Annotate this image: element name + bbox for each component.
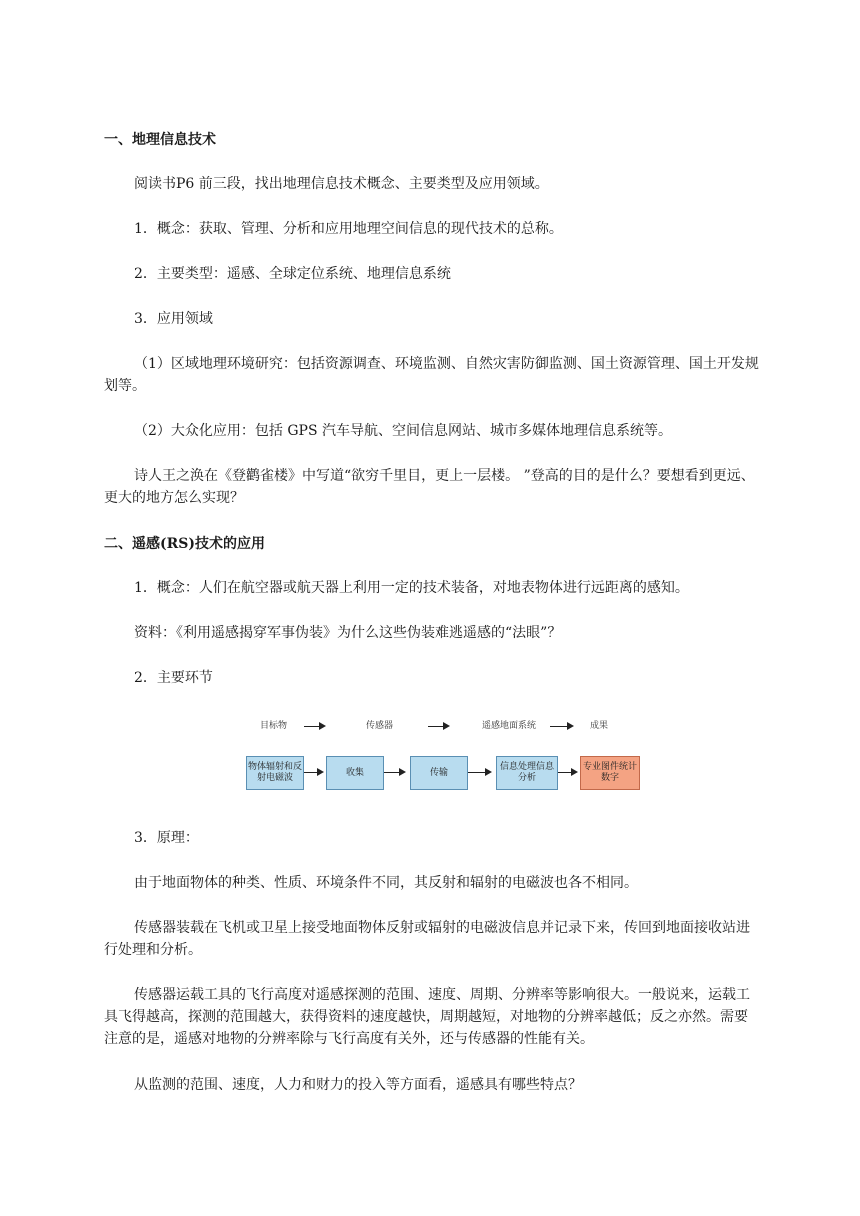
diagram-label-target: 目标物 xyxy=(260,721,288,731)
diagram-label-sensor: 传感器 xyxy=(366,721,394,731)
diagram-box-process-analyze: 信息处理信息分析 xyxy=(496,756,558,790)
section2-concept: 1．概念：人们在航空器或航天器上利用一定的技术装备，对地表物体进行远距离的感知。 xyxy=(134,580,689,596)
diagram-label-result: 成果 xyxy=(590,721,609,731)
diagram-label-ground-system: 遥感地面系统 xyxy=(482,721,537,731)
section1-types: 2．主要类型：遥感、全球定位系统、地理信息系统 xyxy=(134,266,451,282)
diagram-arrow-top-2 xyxy=(428,726,448,727)
section1-heading: 一、地理信息技术 xyxy=(104,132,216,148)
section2-principle-para1: 由于地面物体的种类、性质、环境条件不同，其反射和辐射的电磁波也各不相同。 xyxy=(134,875,638,891)
section1-applications: 3．应用领域 xyxy=(134,311,213,327)
section2-question: 从监测的范围、速度，人力和财力的投入等方面看，遥感具有哪些特点？ xyxy=(134,1077,582,1093)
section1-intro: 阅读书P6 前三段，找出地理信息技术概念、主要类型及应用领域。 xyxy=(134,176,549,192)
diagram-arrow-4 xyxy=(558,772,576,773)
section2-principle-para2: 传感器装载在飞机或卫星上接受地面物体反射或辐射的电磁波信息并记录下来，传回到地面接收站进行处理和分析。 xyxy=(104,920,750,958)
section1-concept: 1．概念：获取、管理、分析和应用地理空间信息的现代技术的总称。 xyxy=(134,221,563,237)
section2-material: 资料：《利用遥感揭穿军事伪装》为什么这些伪装难逃遥感的“法眼”？ xyxy=(134,625,562,641)
section1-application-regional: （1）区域地理环境研究：包括资源调查、环境监测、自然灾害防御监测、国土资源管理、国土开发规划等。 xyxy=(104,356,759,394)
diagram-arrow-top-3 xyxy=(550,726,572,727)
section2-principle: 3．原理： xyxy=(134,830,199,846)
section1-application-public: （2）大众化应用：包括 GPS 汽车导航、空间信息网站、城市多媒体地理信息系统等。 xyxy=(134,423,672,439)
section2-heading: 二、遥感(RS)技术的应用 xyxy=(104,536,265,552)
diagram-box-output: 专业图件统计数字 xyxy=(580,756,640,790)
diagram-arrow-2 xyxy=(384,772,404,773)
diagram-arrow-top-1 xyxy=(304,726,324,727)
diagram-box-transmit: 传输 xyxy=(410,756,468,790)
diagram-box-object-radiation: 物体辐射和反射电磁波 xyxy=(246,756,304,790)
diagram-arrow-3 xyxy=(468,772,490,773)
section2-main-steps: 2．主要环节 xyxy=(134,670,213,686)
diagram-arrow-1 xyxy=(304,772,322,773)
diagram-box-collect: 收集 xyxy=(326,756,384,790)
section2-principle-para3: 传感器运载工具的飞行高度对遥感探测的范围、速度、周期、分辨率等影响很大。一般说来，运载工具飞得越高，探测的范围越大，获得资料的速度越快，周期越短，对地物的分辨率越低；反之亦然。需要注意的是，遥感对地物的分辨率除与飞行高度有关外，还与传感器的性能有关。 xyxy=(104,987,750,1047)
remote-sensing-process-diagram xyxy=(238,720,658,792)
section1-poem-question: 诗人王之涣在《登鹳雀楼》中写道“欲穷千里目，更上一层楼。 ”登高的目的是什么？要想看到更远、更大的地方怎么实现？ xyxy=(104,468,755,506)
